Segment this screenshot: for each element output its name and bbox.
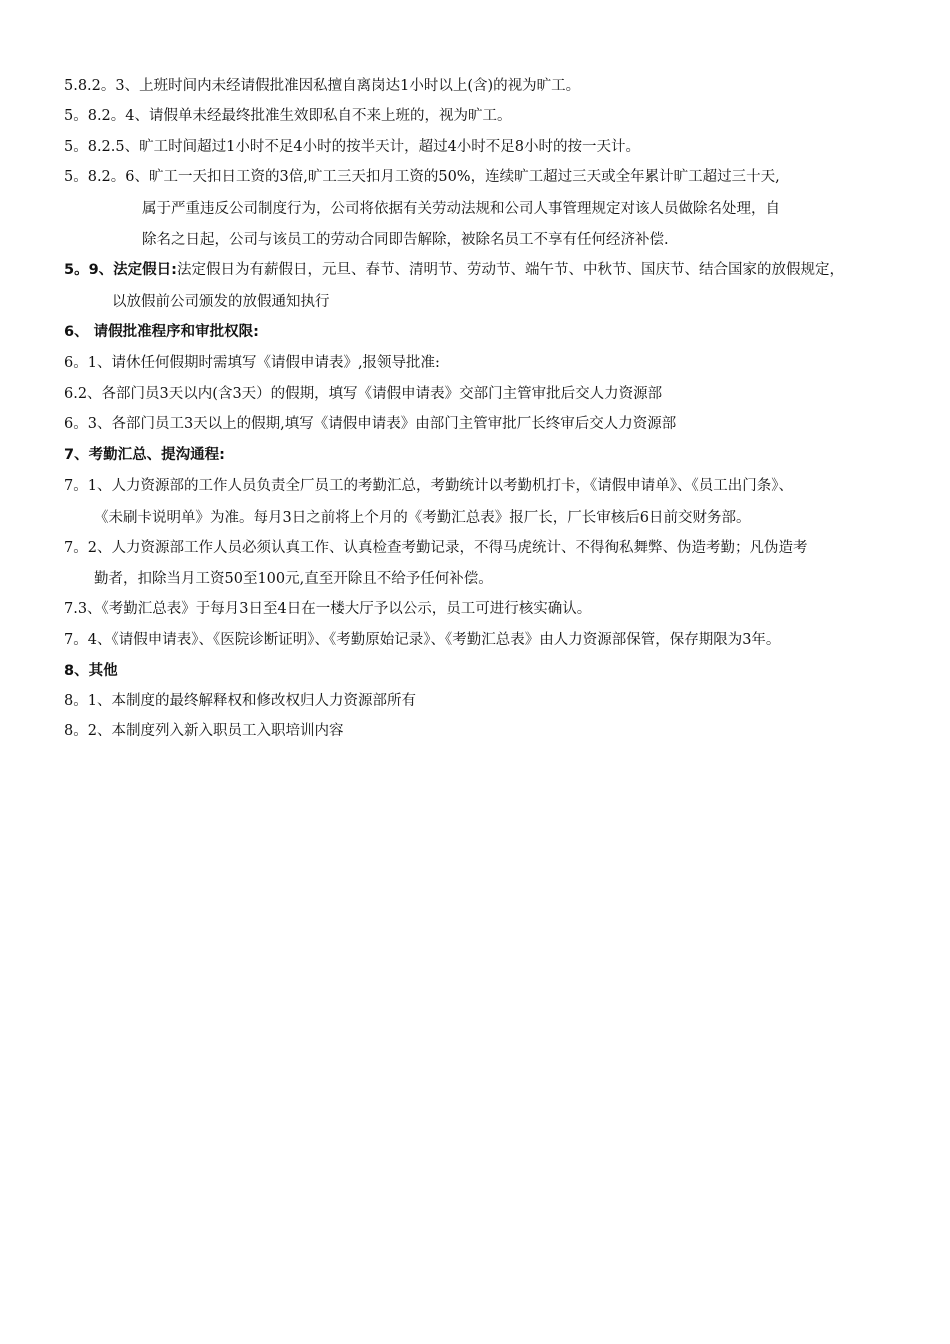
clause-5-8-2-6-cont-1: 属于严重违反公司制度行为，公司将依据有关劳动法规和公司人事管理规定对该人员做除名处理，自 bbox=[142, 201, 780, 217]
clause-7-2: 7。2、人力资源部工作人员必须认真工作、认真检查考勤记录，不得马虎统计、不得徇私舞弊、伪造考勤；凡伪造考 bbox=[64, 540, 808, 556]
clause-8-1: 8。1、本制度的最终解释权和修改权归人力资源部所有 bbox=[64, 693, 416, 709]
clause-6-1: 6。1、请休任何假期时需填写《请假申请表》,报领导批准: bbox=[64, 355, 440, 371]
clause-7-4: 7。4、《请假申请表》、《医院诊断证明》、《考勤原始记录》、《考勤汇总表》由人力资源部保管，保存期限为3年。 bbox=[64, 632, 781, 648]
clause-7-3: 7.3、《考勤汇总表》于每月3日至4日在一楼大厅予以公示，员工可进行核实确认。 bbox=[64, 601, 592, 617]
clause-7-1: 7。1、人力资源部的工作人员负责全厂员工的考勤汇总，考勤统计以考勤机打卡，《请假申请单》、《员工出门条》、 bbox=[64, 478, 793, 494]
clause-5-8-2-6: 5。8.2。6、旷工一天扣日工资的3倍,旷工三天扣月工资的50%，连续旷工超过三天或全年累计旷工超过三十天, bbox=[64, 169, 780, 185]
clause-5-9-cont: 以放假前公司颁发的放假通知执行 bbox=[112, 294, 330, 310]
clause-5-8-2-3: 5.8.2。3、上班时间内未经请假批准因私擅自离岗达1小时以上(含)的视为旷工。 bbox=[64, 78, 581, 94]
clause-7-2-cont: 勤者，扣除当月工资50至100元,直至开除且不给予任何补偿。 bbox=[94, 571, 493, 587]
section-8-heading: 8、其他 bbox=[64, 663, 118, 679]
clause-8-2: 8。2、本制度列入新入职员工入职培训内容 bbox=[64, 723, 344, 739]
clause-6-2: 6.2、各部门员3天以内(含3天）的假期，填写《请假申请表》交部门主管审批后交人力资源部 bbox=[64, 386, 663, 402]
section-6-heading: 6、 请假批准程序和审批权限: bbox=[64, 324, 259, 340]
clause-6-3: 6。3、各部门员工3天以上的假期,填写《请假申请表》由部门主管审批厂长终审后交人力资源部 bbox=[64, 416, 677, 432]
clause-5-9-text: 法定假日为有薪假日，元旦、春节、清明节、劳动节、端午节、中秋节、国庆节、结合国家的放假规定， bbox=[176, 262, 844, 278]
clause-5-8-2-5: 5。8.2.5、旷工时间超过1小时不足4小时的按半天计，超过4小时不足8小时的按一天计。 bbox=[64, 139, 641, 155]
clause-5-9-lead: 5。9、法定假日: bbox=[64, 262, 177, 278]
clause-5-8-2-4: 5。8.2。4、请假单未经最终批准生效即私自不来上班的，视为旷工。 bbox=[64, 108, 512, 124]
clause-7-1-cont: 《未刷卡说明单》为准。每月3日之前将上个月的《考勤汇总表》报厂长，厂长审核后6日前交财务部。 bbox=[94, 510, 751, 526]
section-7-heading: 7、考勤汇总、提沟通程: bbox=[64, 447, 225, 463]
clause-5-9 bbox=[64, 260, 904, 280]
clause-5-8-2-6-cont-2: 除名之日起，公司与该员工的劳动合同即告解除，被除名员工不享有任何经济补偿. bbox=[142, 232, 669, 248]
